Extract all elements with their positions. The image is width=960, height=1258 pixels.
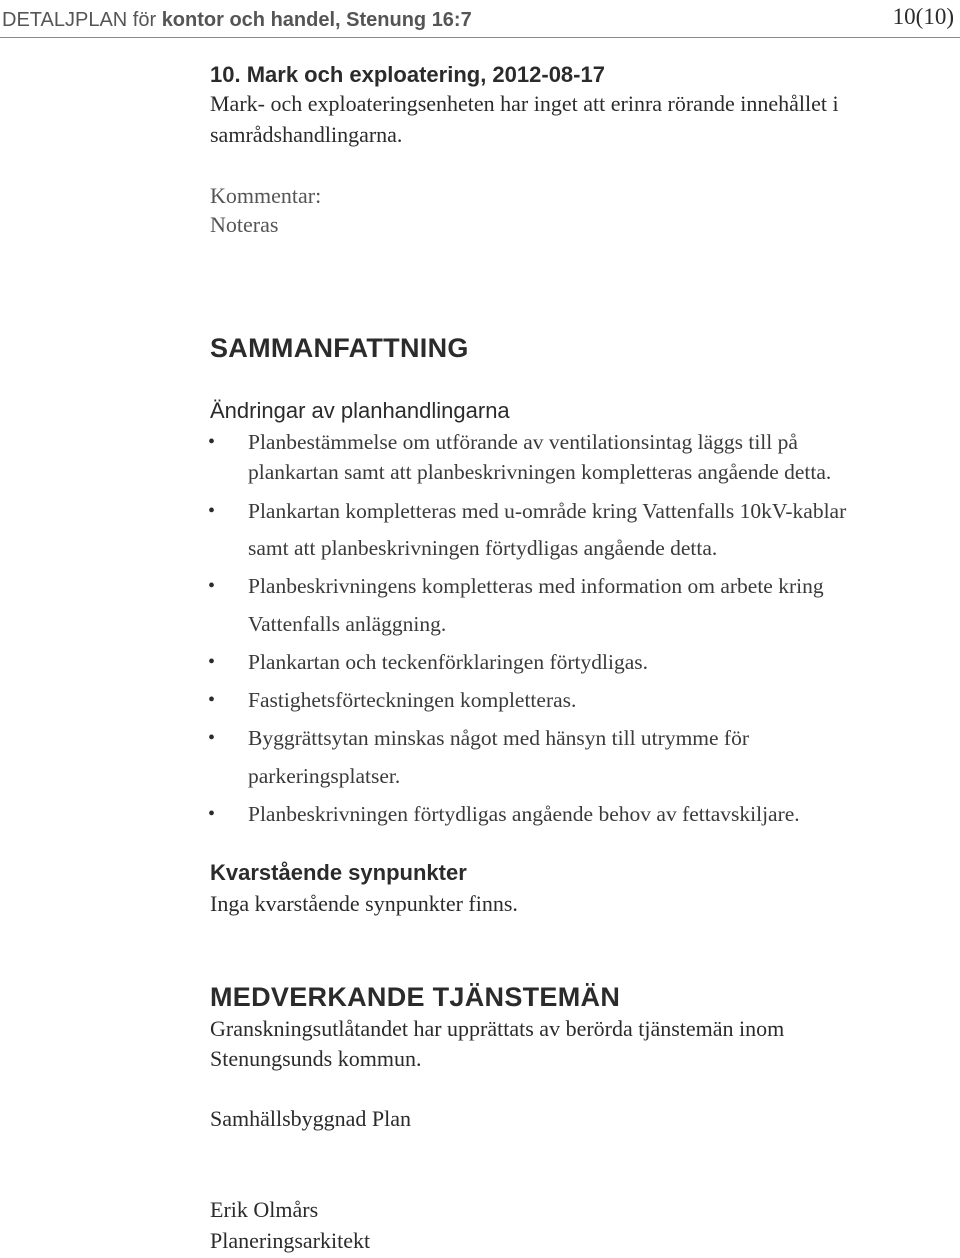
comment-label: Kommentar:	[210, 183, 322, 208]
list-item-continuation: Vattenfalls anläggning.	[248, 612, 447, 636]
list-item: Planbestämmelse om utförande av ventilationsintag läggs till på	[248, 430, 798, 454]
header-prefix: DETALJPLAN för	[2, 9, 157, 31]
remaining-heading: Kvarstående synpunkter	[210, 860, 467, 885]
bullet-marker: •	[208, 431, 216, 453]
bullet-marker: •	[208, 575, 216, 597]
officials-text-line: Stenungsunds kommun.	[210, 1046, 422, 1071]
bullet-marker: •	[208, 500, 216, 522]
list-item: Plankartan kompletteras med u-område kring Vattenfalls 10kV-kablar	[248, 499, 847, 523]
bullet-marker: •	[208, 689, 216, 711]
bullet-marker: •	[208, 651, 216, 673]
comment-text: Noteras	[210, 212, 279, 237]
header-divider	[0, 37, 960, 38]
section-text-line: samrådshandlingarna.	[210, 122, 403, 147]
changes-heading: Ändringar av planhandlingarna	[210, 398, 510, 423]
list-item-continuation: parkeringsplatser.	[248, 764, 401, 788]
officials-text-line: Granskningsutlåtandet har upprättats av berörda tjänstemän inom	[210, 1016, 785, 1041]
bullet-marker: •	[208, 803, 216, 825]
signatory-name: Erik Olmårs	[210, 1197, 319, 1222]
section-text-line: Mark- och exploateringsenheten har inget att erinra rörande innehållet i	[210, 91, 839, 116]
list-item: Plankartan och teckenförklaringen förtydligas.	[248, 650, 648, 674]
bullet-marker: •	[208, 727, 216, 749]
remaining-text: Inga kvarstående synpunkter finns.	[210, 891, 518, 916]
summary-heading: SAMMANFATTNING	[210, 333, 469, 363]
list-item: Planbeskrivningen förtydligas angående behov av fettavskiljare.	[248, 802, 800, 826]
list-item: Fastighetsförteckningen kompletteras.	[248, 688, 577, 712]
list-item-continuation: samt att planbeskrivningen förtydligas angående detta.	[248, 536, 718, 560]
page-header	[2, 8, 472, 32]
signatory-role: Planeringsarkitekt	[210, 1228, 371, 1253]
section-heading: 10. Mark och exploatering, 2012-08-17	[210, 62, 605, 87]
header-title: kontor och handel, Stenung 16:7	[161, 9, 472, 31]
officials-heading: MEDVERKANDE TJÄNSTEMÄN	[210, 982, 621, 1012]
department-name: Samhällsbyggnad Plan	[210, 1106, 412, 1131]
list-item: Byggrättsytan minskas något med hänsyn till utrymme för	[248, 726, 749, 750]
list-item-continuation: plankartan samt att planbeskrivningen kompletteras angående detta.	[248, 460, 832, 484]
page-number: 10(10)	[892, 4, 954, 29]
list-item: Planbeskrivningens kompletteras med information om arbete kring	[248, 574, 824, 598]
